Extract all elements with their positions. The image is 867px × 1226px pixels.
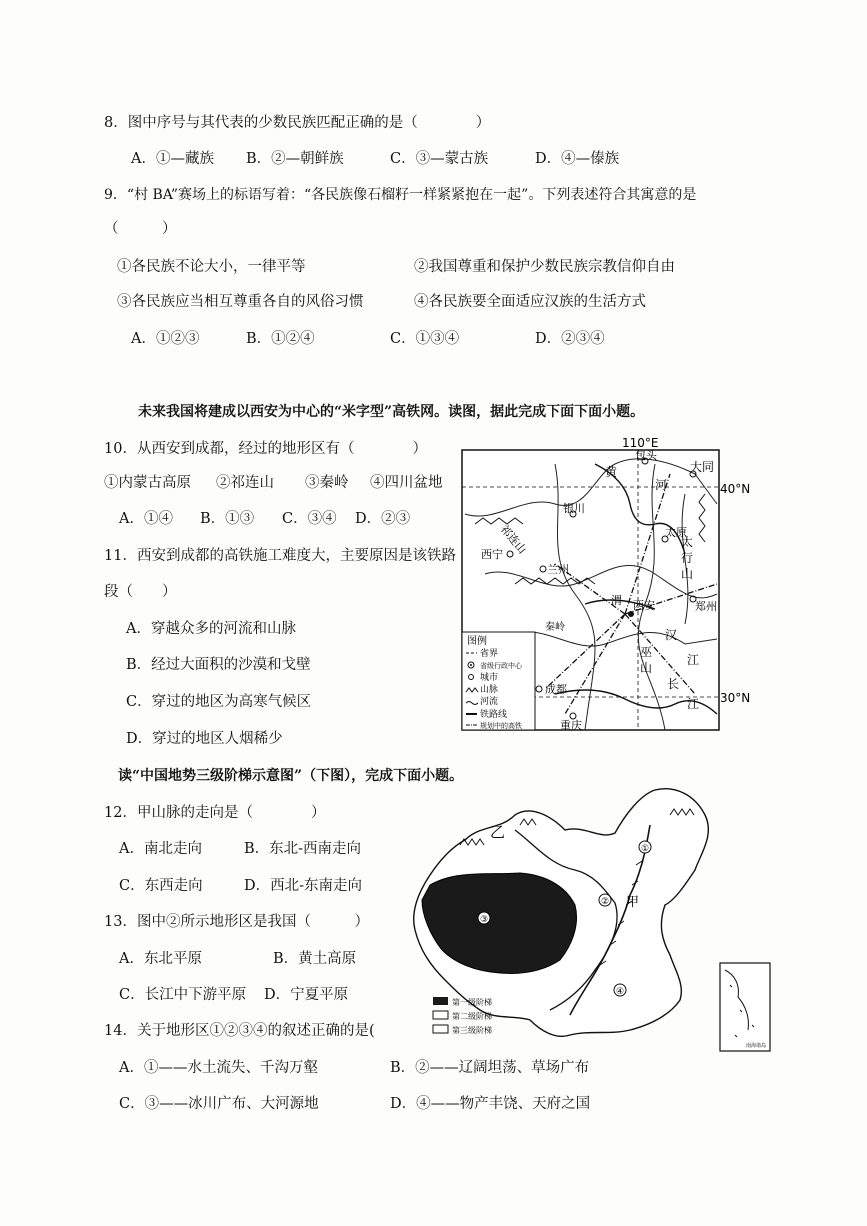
region-4-label: ④ — [616, 987, 625, 997]
legend-mountain: 山脉 — [480, 685, 499, 695]
label-han: 汉 — [665, 628, 678, 642]
q9-option-a[interactable]: A．①②③ — [131, 331, 200, 347]
q13-option-d[interactable]: D．宁夏平原 — [264, 987, 349, 1003]
label-changjiang: 江 — [687, 697, 700, 711]
legend-border: 省界 — [480, 649, 499, 659]
q8-stem: 8．图中序号与其代表的少数民族匹配正确的是（ ） — [104, 115, 491, 131]
label-tai: 太 — [681, 535, 694, 549]
q13-option-b[interactable]: B．黄土高原 — [273, 951, 357, 967]
q9-stem: 9．“村 BA”赛场上的标语写着：“各民族像石榴籽一样紧紧抱在一起”。下列表述符合其寓意的是 — [104, 187, 697, 203]
q12-option-d[interactable]: D．西北-东南走向 — [244, 878, 363, 894]
legend-step-2: 第二级阶梯 — [452, 1012, 492, 1021]
q14-stem: 14．关于地形区①②③④的叙述正确的是( — [104, 1023, 375, 1039]
legend-step-3: 第三级阶梯 — [452, 1026, 492, 1035]
terrain-map — [400, 785, 775, 1055]
q11-option-c[interactable]: C．穿过的地区为高寒气候区 — [126, 694, 312, 710]
q9-statement-3: ③各民族应当相互尊重各自的风俗习惯 — [117, 294, 364, 310]
legend-step-1: 第一级阶梯 — [452, 998, 492, 1007]
legend-river: 河流 — [480, 697, 499, 707]
lat-40-label: 40°N — [720, 482, 751, 496]
q10-stem: 10．从西安到成都，经过的地形区有（ ） — [104, 441, 427, 457]
q9-statement-4: ④各民族要全面适应汉族的生活方式 — [414, 294, 646, 310]
q11-stem-cont: 段（ ） — [104, 584, 177, 600]
city-baotou: 包头 — [635, 449, 657, 462]
legend-city: 城市 — [480, 673, 499, 683]
city-chengdu: 成都 — [545, 683, 567, 696]
region-3-label: ③ — [480, 915, 489, 925]
lat-30-label: 30°N — [720, 691, 751, 705]
q11-stem: 11．西安到成都的高铁施工难度大，主要原因是该铁路 — [104, 548, 456, 564]
q12-option-b[interactable]: B．东北-西南走向 — [244, 841, 362, 857]
label-he: 河 — [655, 478, 668, 492]
legend-planned: 规划中的高铁 — [480, 722, 522, 730]
label-wei: 渭 — [611, 594, 622, 607]
q13-stem: 13．图中②所示地形区是我国（ ） — [104, 914, 369, 930]
q8-option-a[interactable]: A．①—藏族 — [131, 151, 214, 167]
q11-option-a[interactable]: A．穿越众多的河流和山脉 — [126, 621, 296, 637]
q9-option-b[interactable]: B．①②④ — [246, 331, 315, 347]
q9-statement-2: ②我国尊重和保护少数民族宗教信仰自由 — [414, 259, 675, 275]
label-shan: 山 — [681, 567, 694, 581]
q13-option-a[interactable]: A．东北平原 — [119, 951, 202, 967]
city-yinchuan: 银川 — [563, 502, 585, 515]
q11-option-b[interactable]: B．经过大面积的沙漠和戈壁 — [126, 657, 311, 673]
label-qilianshan: 祁连山 — [497, 522, 529, 557]
legend-title: 图例 — [467, 636, 487, 647]
label-hang: 行 — [681, 551, 694, 565]
legend-capital: 省级行政中心 — [480, 662, 522, 670]
q12-option-a[interactable]: A．南北走向 — [119, 841, 202, 857]
q10-statement-3: ③秦岭 — [305, 475, 349, 491]
intro-terrain: 读“中国地势三级阶梯示意图”（下图），完成下面小题。 — [118, 768, 464, 784]
q9-paren: （ ） — [104, 221, 177, 237]
label-qinling: 秦岭 — [545, 622, 565, 633]
q14-option-c[interactable]: C．③——冰川广布、大河源地 — [119, 1096, 319, 1112]
city-datong: 大同 — [690, 460, 715, 474]
city-taiyuan: 太原 — [665, 526, 687, 539]
city-xian: 西安 — [633, 599, 655, 612]
city-zhengzhou: 郑州 — [695, 600, 717, 613]
label-jia: 甲 — [626, 895, 640, 910]
q14-option-d[interactable]: D．④——物产丰饶、天府之国 — [390, 1096, 591, 1112]
city-lanzhou: 兰州 — [547, 563, 569, 576]
legend-railway: 铁路线 — [480, 710, 508, 720]
q14-option-a[interactable]: A．①——水土流失、千沟万壑 — [119, 1060, 318, 1076]
q10-option-b[interactable]: B．①③ — [200, 511, 255, 527]
city-chongqing: 重庆 — [560, 719, 582, 732]
q12-option-c[interactable]: C．东西走向 — [119, 878, 203, 894]
inset-label: 南海诸岛 — [746, 1043, 767, 1049]
q10-option-c[interactable]: C．③④ — [282, 511, 337, 527]
intro-railway: 未来我国将建成以西安为中心的“米字型”高铁网。读图，据此完成下面下面小题。 — [138, 404, 645, 420]
label-huang: 黄 — [605, 465, 618, 479]
q8-option-b[interactable]: B．②—朝鲜族 — [246, 151, 344, 167]
q11-option-d[interactable]: D．穿过的地区人烟稀少 — [126, 731, 283, 747]
q10-statement-2: ②祁连山 — [216, 475, 274, 491]
q10-statement-1: ①内蒙古高原 — [104, 475, 191, 491]
q8-option-c[interactable]: C．③—蒙古族 — [390, 151, 489, 167]
q13-option-c[interactable]: C．长江中下游平原 — [119, 987, 247, 1003]
q14-option-b[interactable]: B．②——辽阔坦荡、草场广布 — [390, 1060, 590, 1076]
q10-option-d[interactable]: D．②③ — [355, 511, 411, 527]
label-chang: 长 — [667, 677, 680, 691]
label-yi: 乙 — [490, 823, 506, 841]
region-1-label: ① — [641, 844, 650, 854]
region-2-label: ② — [601, 897, 610, 907]
q10-statement-4: ④四川盆地 — [370, 475, 443, 491]
label-jiang: 江 — [687, 653, 700, 667]
q9-option-d[interactable]: D．②③④ — [535, 331, 605, 347]
label-wushan: 山 — [640, 661, 653, 675]
lon-label: 110°E — [622, 436, 659, 450]
label-wu: 巫 — [640, 645, 653, 659]
q8-option-d[interactable]: D．④—傣族 — [535, 151, 620, 167]
railway-map — [455, 434, 767, 734]
q9-statement-1: ①各民族不论大小，一律平等 — [117, 259, 306, 275]
q12-stem: 12．甲山脉的走向是（ ） — [104, 805, 326, 821]
city-xining: 西宁 — [481, 548, 503, 561]
q10-option-a[interactable]: A．①④ — [119, 511, 173, 527]
q9-option-c[interactable]: C．①③④ — [390, 331, 460, 347]
